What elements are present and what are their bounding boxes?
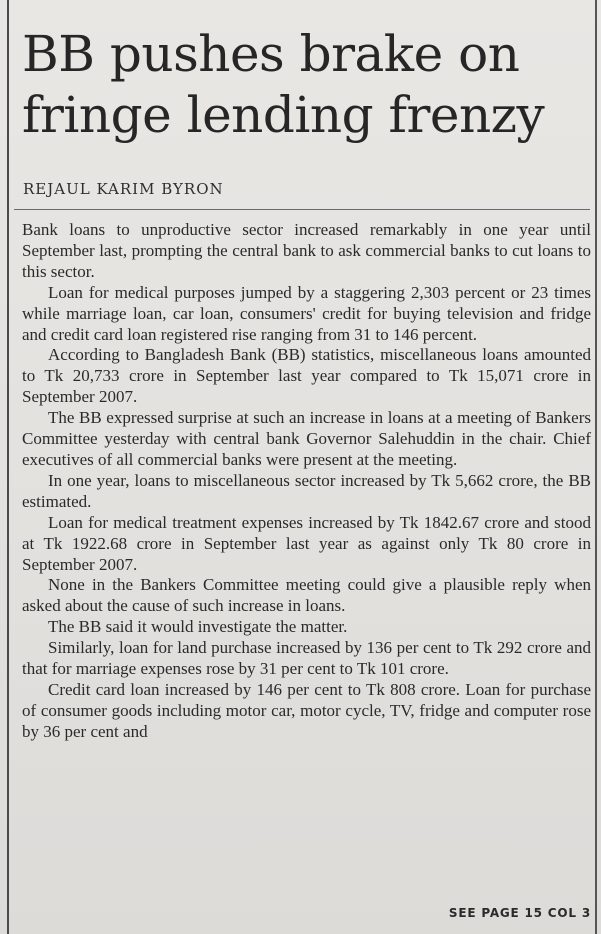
column-rule-right <box>595 0 597 934</box>
paragraph-9: Similarly, loan for land purchase increased by 136 per cent to Tk 292 crore and that for marriage expenses rose by 31 per cent to Tk 101 crore. <box>22 638 591 679</box>
byline: REJAUL KARIM BYRON <box>23 180 224 198</box>
paragraph-2: Loan for medical purposes jumped by a staggering 2,303 percent or 23 times while marriage loan, car loan, consumers' credit for buying television and fridge and credit card loan registered rise ranging from 31 to 146 percent. <box>22 282 591 344</box>
article-body <box>22 220 591 743</box>
paragraph-3: According to Bangladesh Bank (BB) statistics, miscellaneous loans amounted to Tk 20,733 crore in September last year compared to Tk 15,071 crore in September 2007. <box>22 345 591 407</box>
byline-divider <box>14 209 590 210</box>
paragraph-10: Credit card loan increased by 146 per cent to Tk 808 crore. Loan for purchase of consumer goods including motor car, motor cycle, TV, fridge and computer rose by 36 per cent and <box>22 679 591 741</box>
column-rule-left <box>7 0 9 934</box>
paragraph-6: Loan for medical treatment expenses increased by Tk 1842.67 crore and stood at Tk 1922.68 crore in September last year as against only Tk 80 crore in September 2007. <box>22 512 591 574</box>
headline: BB pushes brake on fringe lending frenzy <box>22 25 545 144</box>
continued-on-page-note: SEE PAGE 15 COL 3 <box>448 906 591 920</box>
paragraph-5: In one year, loans to miscellaneous sector increased by Tk 5,662 crore, the BB estimated. <box>22 470 591 511</box>
paragraph-8: The BB said it would investigate the matter. <box>48 617 348 637</box>
paragraph-1: Bank loans to unproductive sector increased remarkably in one year until September last, prompting the central bank to ask commercial banks to cut loans to this sector. <box>22 220 591 281</box>
paragraph-7: None in the Bankers Committee meeting could give a plausible reply when asked about the cause of such increase in loans. <box>22 575 591 616</box>
paragraph-4: The BB expressed surprise at such an increase in loans at a meeting of Bankers Committee yesterday with central bank Governor Salehuddin in the chair. Chief executives of all commercial banks were present at the meeting. <box>22 408 591 469</box>
